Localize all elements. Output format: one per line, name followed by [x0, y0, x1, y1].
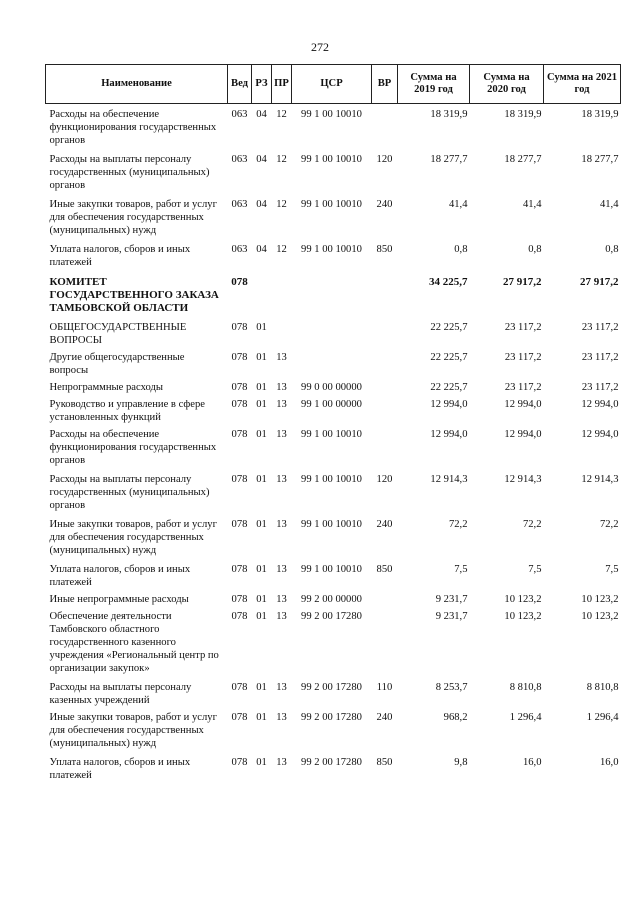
cell-2021: 12 994,0 — [581, 429, 619, 440]
cell-2021: 18 319,9 — [581, 109, 619, 120]
cell-pr: 13 — [276, 757, 287, 768]
table-row — [46, 707, 621, 750]
cell-rz: 01 — [256, 757, 267, 768]
cell-2019: 12 994,0 — [430, 399, 468, 410]
table-row — [46, 606, 621, 675]
cell-2019: 22 225,7 — [430, 382, 468, 393]
cell-pr: 13 — [276, 399, 287, 410]
cell-vr — [372, 377, 398, 394]
cell-name: Руководство и управление в сфере установленных функций — [49, 399, 205, 423]
cell-2021: 72,2 — [599, 519, 619, 530]
table-row — [46, 675, 621, 707]
cell-rz: 01 — [256, 352, 267, 363]
cell-2021: 23 117,2 — [581, 322, 619, 333]
cell-2019: 12 994,0 — [430, 429, 468, 440]
cell-pr: 13 — [276, 594, 287, 605]
cell-vr: 110 — [376, 682, 393, 693]
cell-pr: 13 — [276, 352, 287, 363]
cell-ved: 078 — [231, 474, 248, 485]
cell-rz: 01 — [256, 474, 267, 485]
cell-2021: 12 994,0 — [581, 399, 619, 410]
header-rz: РЗ — [252, 65, 272, 104]
cell-pr: 13 — [276, 382, 287, 393]
header-csr: ЦСР — [292, 65, 372, 104]
cell-pr: 13 — [276, 429, 287, 440]
table-row — [46, 269, 621, 315]
cell-rz: 04 — [256, 154, 267, 165]
cell-2021: 18 277,7 — [581, 154, 619, 165]
cell-2019: 18 319,9 — [430, 109, 468, 120]
cell-name: Иные закупки товаров, работ и услуг для обеспечения государственных (муниципальных) нужд — [49, 519, 217, 556]
cell-vr: 850 — [376, 757, 393, 768]
cell-2020: 41,4 — [522, 199, 542, 210]
header-pr: ПР — [272, 65, 292, 104]
cell-ved: 063 — [231, 109, 248, 120]
cell-2020: 0,8 — [528, 244, 542, 255]
cell-2020: 1 296,4 — [509, 712, 542, 723]
cell-2021: 0,8 — [605, 244, 619, 255]
cell-rz: 04 — [256, 199, 267, 210]
cell-vr — [372, 269, 398, 315]
cell-ved: 063 — [231, 154, 248, 165]
cell-ved: 078 — [231, 382, 248, 393]
cell-csr: 99 1 00 10010 — [301, 519, 362, 530]
cell-name: Обеспечение деятельности Тамбовского областного государственного казенного учреждения «Региональный центр по организации закупок» — [49, 611, 219, 674]
header-vr: ВР — [372, 65, 398, 104]
cell-2020: 8 810,8 — [509, 682, 542, 693]
table-row — [46, 589, 621, 606]
cell-pr: 12 — [276, 244, 287, 255]
cell-pr: 13 — [276, 474, 287, 485]
cell-name: Другие общегосударственные вопросы — [49, 352, 185, 376]
cell-2019: 72,2 — [448, 519, 468, 530]
cell-pr: 12 — [276, 154, 287, 165]
cell-2020: 23 117,2 — [504, 352, 542, 363]
cell-2020: 16,0 — [522, 757, 542, 768]
cell-2021: 12 914,3 — [581, 474, 619, 485]
header-2019: Сумма на 2019 год — [398, 65, 470, 104]
cell-2021: 27 917,2 — [580, 276, 619, 288]
cell-2020: 23 117,2 — [504, 322, 542, 333]
cell-csr: 99 1 00 00000 — [301, 399, 362, 410]
table-row — [46, 750, 621, 782]
cell-vr: 240 — [376, 519, 393, 530]
cell-name: Расходы на выплаты персоналу государственных (муниципальных) органов — [49, 154, 210, 191]
cell-ved: 078 — [231, 594, 248, 605]
cell-name: Уплата налогов, сборов и иных платежей — [49, 564, 191, 588]
cell-rz: 01 — [256, 594, 267, 605]
cell-vr: 120 — [376, 154, 393, 165]
cell-vr: 850 — [376, 564, 393, 575]
cell-name: Иные закупки товаров, работ и услуг для обеспечения государственных (муниципальных) нужд — [49, 199, 217, 236]
cell-2019: 22 225,7 — [430, 322, 468, 333]
cell-rz: 01 — [256, 712, 267, 723]
cell-vr — [372, 424, 398, 467]
cell-rz — [252, 269, 272, 315]
cell-vr — [372, 394, 398, 424]
cell-ved: 078 — [231, 611, 248, 622]
cell-2020: 72,2 — [522, 519, 542, 530]
table-row — [46, 315, 621, 347]
cell-csr: 99 2 00 17280 — [301, 682, 362, 693]
cell-csr: 99 1 00 10010 — [301, 199, 362, 210]
cell-2021: 41,4 — [599, 199, 619, 210]
table-row — [46, 104, 621, 148]
cell-name: Уплата налогов, сборов и иных платежей — [49, 757, 191, 781]
cell-pr: 13 — [276, 564, 287, 575]
cell-csr — [292, 315, 372, 347]
cell-vr — [372, 606, 398, 675]
cell-2021: 7,5 — [605, 564, 619, 575]
cell-2021: 8 810,8 — [586, 682, 619, 693]
header-2020: Сумма на 2020 год — [470, 65, 544, 104]
cell-csr: 99 2 00 17280 — [301, 757, 362, 768]
cell-name: Непрограммные расходы — [49, 382, 163, 393]
cell-2020: 7,5 — [528, 564, 542, 575]
table-row — [46, 147, 621, 192]
cell-csr: 99 1 00 10010 — [301, 474, 362, 485]
cell-csr: 99 2 00 00000 — [301, 594, 362, 605]
cell-name: КОМИТЕТ ГОСУДАРСТВЕННОГО ЗАКАЗА ТАМБОВСКОЙ ОБЛАСТИ — [49, 276, 219, 314]
cell-2020: 27 917,2 — [503, 276, 542, 288]
cell-2021: 1 296,4 — [586, 712, 619, 723]
cell-pr — [272, 315, 292, 347]
cell-pr: 12 — [276, 199, 287, 210]
page-number: 272 — [311, 40, 329, 54]
cell-pr: 13 — [276, 611, 287, 622]
header-ved: Вед — [228, 65, 252, 104]
cell-vr: 120 — [376, 474, 393, 485]
table-row — [46, 377, 621, 394]
table-row — [46, 424, 621, 467]
cell-2019: 968,2 — [443, 712, 468, 723]
cell-pr: 12 — [276, 109, 287, 120]
cell-rz: 01 — [256, 564, 267, 575]
cell-csr: 99 2 00 17280 — [301, 611, 362, 622]
cell-2019: 9 231,7 — [435, 594, 468, 605]
cell-rz: 01 — [256, 611, 267, 622]
cell-name: Расходы на обеспечение функционирования государственных органов — [49, 429, 217, 466]
cell-ved: 078 — [231, 322, 248, 333]
cell-ved: 078 — [231, 682, 248, 693]
cell-csr: 99 2 00 17280 — [301, 712, 362, 723]
cell-csr: 99 1 00 10010 — [301, 564, 362, 575]
cell-ved: 078 — [231, 757, 248, 768]
cell-ved: 078 — [231, 519, 248, 530]
cell-2019: 7,5 — [454, 564, 468, 575]
cell-csr: 99 1 00 10010 — [301, 244, 362, 255]
cell-vr — [372, 347, 398, 377]
cell-name: Уплата налогов, сборов и иных платежей — [49, 244, 191, 268]
cell-vr: 850 — [376, 244, 393, 255]
cell-ved: 078 — [231, 564, 248, 575]
cell-pr: 13 — [276, 519, 287, 530]
cell-csr — [292, 269, 372, 315]
cell-csr: 99 1 00 10010 — [301, 109, 362, 120]
cell-vr — [372, 104, 398, 148]
cell-ved: 078 — [231, 352, 248, 363]
cell-2019: 18 277,7 — [430, 154, 468, 165]
header-row — [46, 65, 621, 104]
cell-name: Расходы на выплаты персоналу государственных (муниципальных) органов — [49, 474, 210, 511]
cell-2020: 23 117,2 — [504, 382, 542, 393]
cell-ved: 063 — [231, 199, 248, 210]
cell-name: Расходы на обеспечение функционирования государственных органов — [49, 109, 217, 146]
cell-rz: 04 — [256, 244, 267, 255]
cell-2019: 12 914,3 — [430, 474, 468, 485]
cell-2020: 12 994,0 — [504, 429, 542, 440]
cell-2021: 23 117,2 — [581, 352, 619, 363]
cell-2020: 18 319,9 — [504, 109, 542, 120]
cell-rz: 01 — [256, 399, 267, 410]
cell-2020: 12 914,3 — [504, 474, 542, 485]
cell-ved: 078 — [231, 276, 248, 288]
cell-ved: 078 — [231, 712, 248, 723]
budget-table — [45, 64, 621, 782]
cell-csr — [292, 347, 372, 377]
cell-2019: 9,8 — [454, 757, 468, 768]
cell-pr — [272, 269, 292, 315]
table-row — [46, 237, 621, 269]
cell-2019: 22 225,7 — [430, 352, 468, 363]
cell-name: ОБЩЕГОСУДАРСТВЕННЫЕ ВОПРОСЫ — [49, 322, 187, 346]
cell-2020: 18 277,7 — [504, 154, 542, 165]
table-row — [46, 512, 621, 557]
cell-csr: 99 0 00 00000 — [301, 382, 362, 393]
cell-rz: 01 — [256, 382, 267, 393]
cell-name: Иные непрограммные расходы — [49, 594, 189, 605]
cell-2019: 41,4 — [448, 199, 468, 210]
cell-vr — [372, 589, 398, 606]
cell-pr: 13 — [276, 682, 287, 693]
cell-2021: 23 117,2 — [581, 382, 619, 393]
cell-2019: 0,8 — [454, 244, 468, 255]
cell-ved: 078 — [231, 429, 248, 440]
cell-rz: 01 — [256, 429, 267, 440]
cell-2019: 9 231,7 — [435, 611, 468, 622]
cell-ved: 063 — [231, 244, 248, 255]
cell-2020: 12 994,0 — [504, 399, 542, 410]
cell-2021: 10 123,2 — [581, 594, 619, 605]
table-row — [46, 347, 621, 377]
header-2021: Сумма на 2021 год — [544, 65, 621, 104]
table-row — [46, 192, 621, 237]
table-row — [46, 557, 621, 589]
cell-name: Расходы на выплаты персоналу казенных учреждений — [49, 682, 192, 706]
cell-rz: 01 — [256, 519, 267, 530]
cell-rz: 04 — [256, 109, 267, 120]
table-row — [46, 394, 621, 424]
cell-name: Иные закупки товаров, работ и услуг для обеспечения государственных (муниципальных) нужд — [49, 712, 217, 749]
cell-2020: 10 123,2 — [504, 594, 542, 605]
cell-csr: 99 1 00 10010 — [301, 154, 362, 165]
cell-rz: 01 — [256, 322, 267, 333]
cell-2019: 8 253,7 — [435, 682, 468, 693]
table-row — [46, 467, 621, 512]
cell-vr: 240 — [376, 712, 393, 723]
cell-2019: 34 225,7 — [429, 276, 468, 288]
cell-pr: 13 — [276, 712, 287, 723]
cell-vr: 240 — [376, 199, 393, 210]
cell-rz: 01 — [256, 682, 267, 693]
header-name: Наименование — [46, 65, 228, 104]
cell-2021: 10 123,2 — [581, 611, 619, 622]
cell-2020: 10 123,2 — [504, 611, 542, 622]
cell-vr — [372, 315, 398, 347]
cell-ved: 078 — [231, 399, 248, 410]
cell-2021: 16,0 — [599, 757, 619, 768]
cell-csr: 99 1 00 10010 — [301, 429, 362, 440]
